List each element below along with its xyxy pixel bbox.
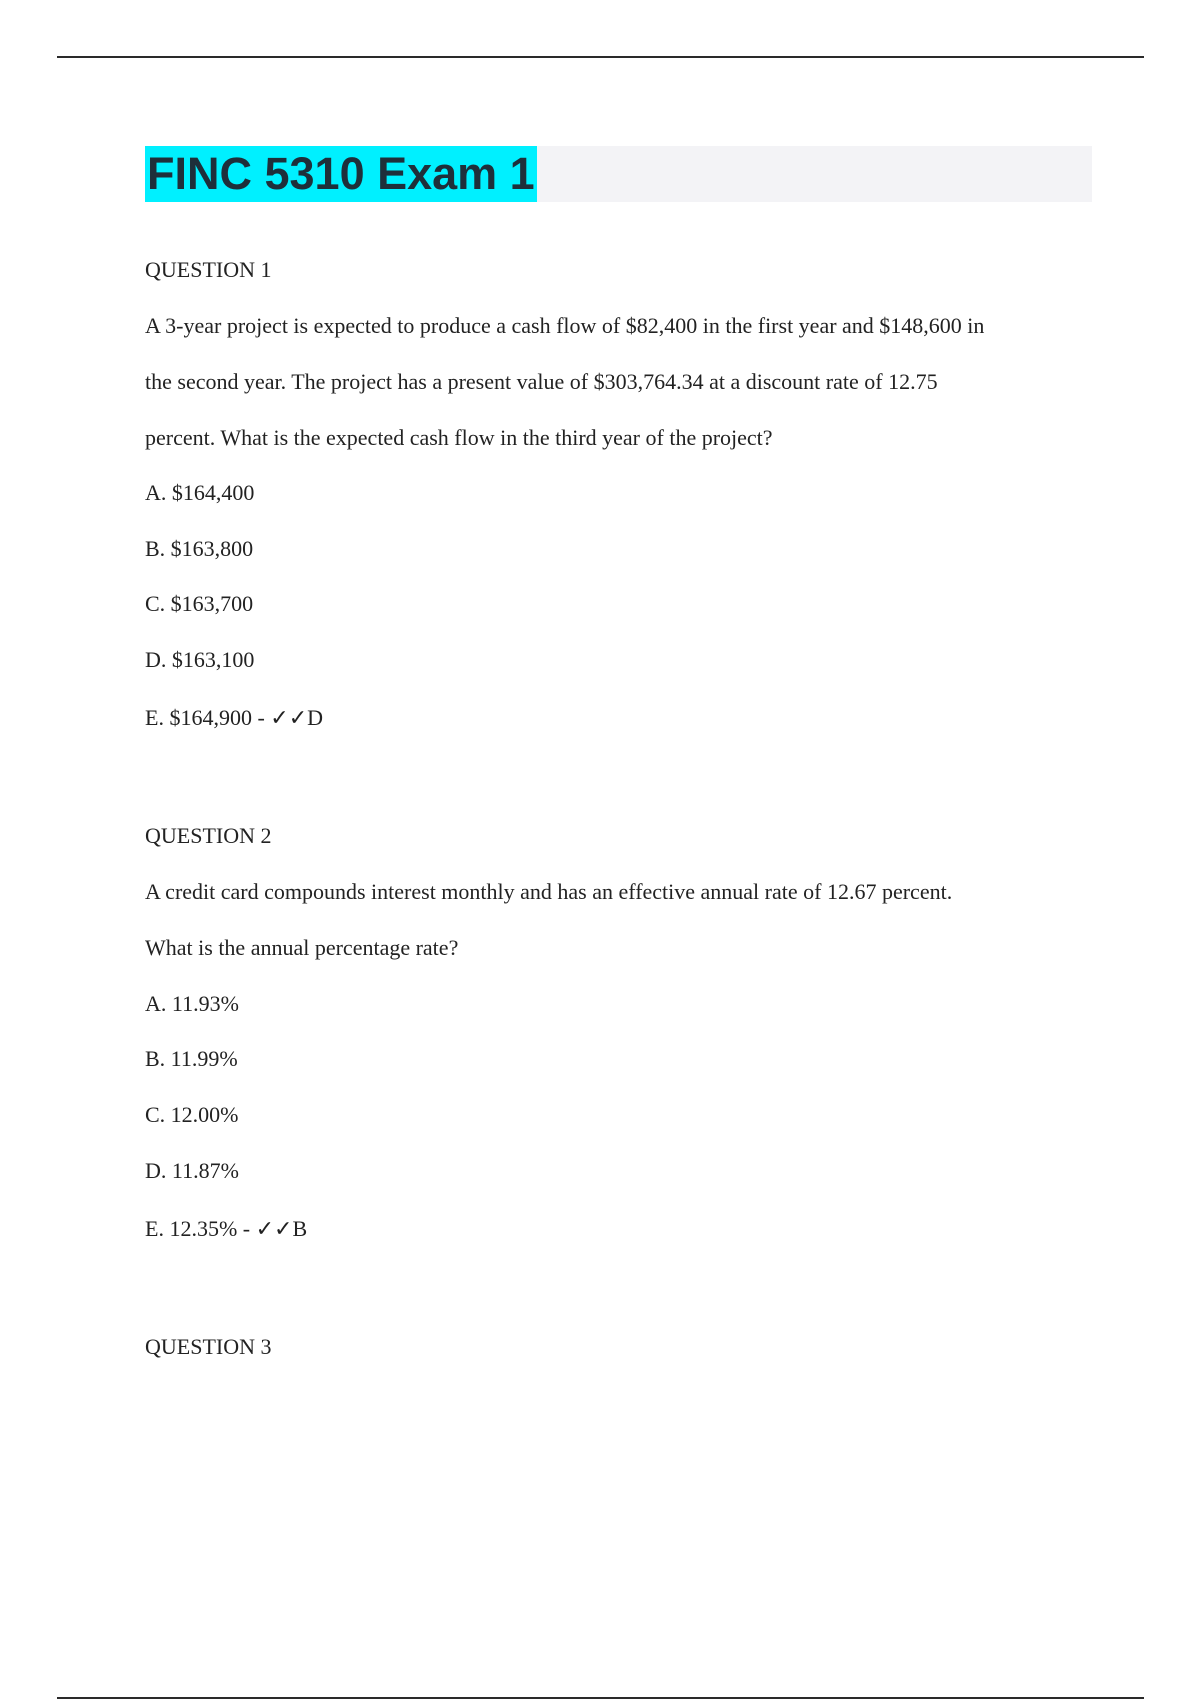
question-1-answer: D [307, 705, 324, 730]
question-1-heading: QUESTION 1 [145, 257, 272, 282]
question-2-text-line-2: What is the annual percentage rate? [145, 935, 459, 960]
question-1-option-a: A. $164,400 [145, 480, 255, 505]
question-1-option-c: C. $163,700 [145, 591, 254, 616]
bottom-rule [57, 1697, 1144, 1699]
question-1-text-line-3: percent. What is the expected cash flow in the third year of the project? [145, 425, 773, 450]
question-1-option-d: D. $163,100 [145, 647, 255, 672]
question-2-option-c: C. 12.00% [145, 1102, 239, 1127]
question-1-option-b: B. $163,800 [145, 536, 254, 561]
question-1-text-line-2: the second year. The project has a present value of $303,764.34 at a discount rate of 12.75 [145, 369, 938, 394]
question-1-option-e: E. $164,900 - [145, 705, 271, 730]
question-2-text-line-1: A credit card compounds interest monthly and has an effective annual rate of 12.67 percent. [145, 879, 953, 904]
question-2-option-e: E. 12.35% - [145, 1216, 256, 1241]
page-title: FINC 5310 Exam 1 [145, 146, 537, 202]
question-2-option-a: A. 11.93% [145, 991, 239, 1016]
question-2-heading: QUESTION 2 [145, 823, 272, 848]
question-1-text-line-1: A 3-year project is expected to produce a cash flow of $82,400 in the first year and $148,600 in [145, 313, 985, 338]
question-2-answer: B [292, 1216, 308, 1241]
double-check-icon: ✓✓ [255, 1217, 293, 1242]
question-2-option-e-row [145, 1215, 307, 1244]
question-2-option-b: B. 11.99% [145, 1046, 238, 1071]
double-check-icon: ✓✓ [270, 706, 308, 731]
top-rule [57, 56, 1144, 58]
question-3-heading: QUESTION 3 [145, 1334, 272, 1359]
question-1-option-e-row [145, 704, 323, 733]
question-2-option-d: D. 11.87% [145, 1158, 239, 1183]
